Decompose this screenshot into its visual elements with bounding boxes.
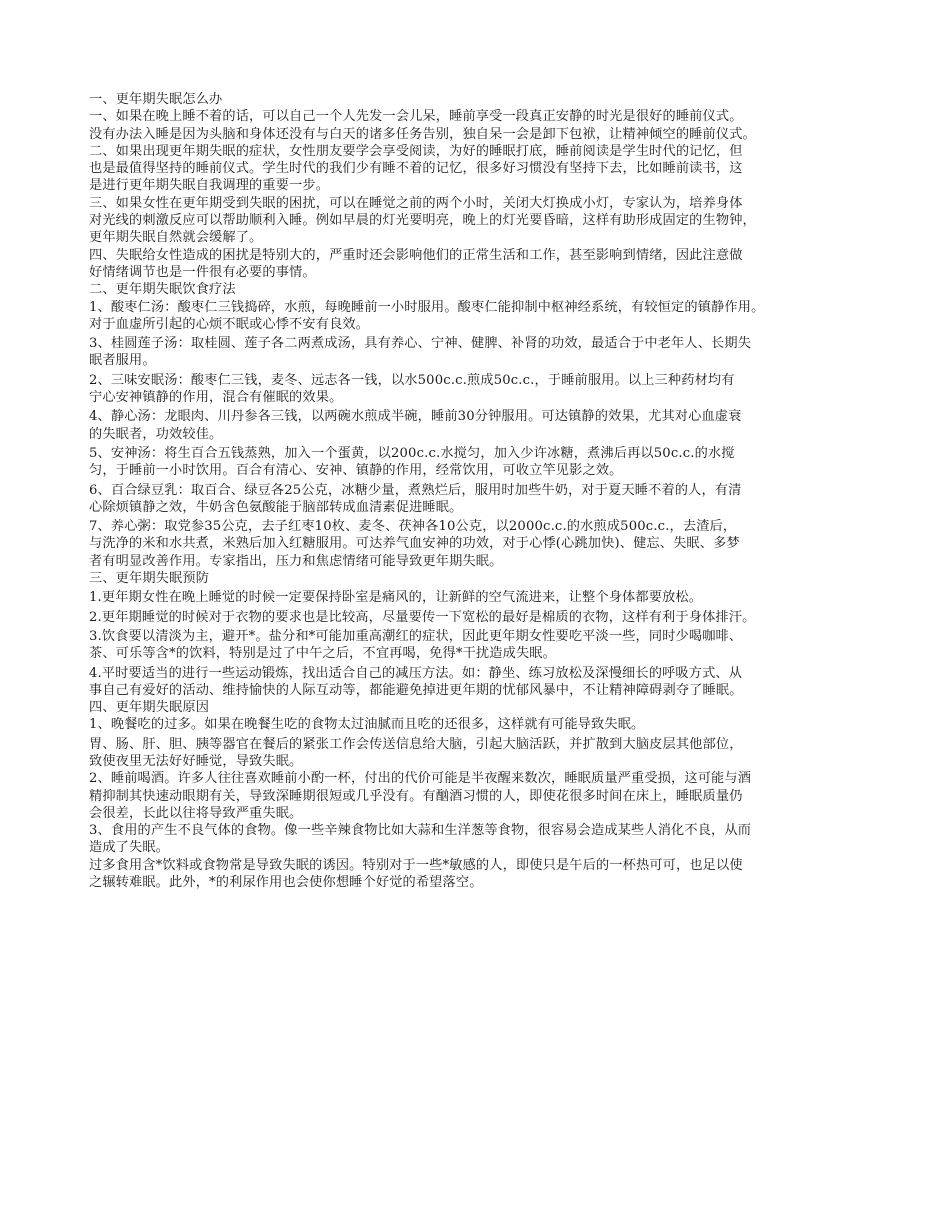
paragraph-line: 3、食用的产生不良气体的食物。像一些辛辣食物比如大蒜和生洋葱等食物，很容易会造成某些人消化不良，从而	[89, 823, 752, 839]
paragraph-line: 对于血虚所引起的心烦不眠或心悸不安有良效。	[89, 316, 370, 332]
paragraph-line: 二、如果出现更年期失眠的症状，女性朋友要学会享受阅读，为好的睡眠打底，睡前阅读是学生时代的记忆，但	[89, 143, 743, 159]
heading-section-3: 三、更年期失眠预防	[89, 571, 210, 587]
paragraph-line: 过多食用含*饮料或食物常是导致失眠的诱因。特别对于一些*敏感的人，即使只是午后的一杯热可可，也足以使	[89, 857, 743, 873]
paragraph-line: 之辗转难眠。此外，*的利尿作用也会使你想睡个好觉的希望落空。	[89, 875, 483, 891]
paragraph-line: 2、三味安眠汤：酸枣仁三钱，麦冬、远志各一钱，以水500c.c.煎成50c.c.，于睡前服用。以上三种药材均有	[89, 372, 735, 388]
paragraph-line: 2、睡前喝酒。许多人往往喜欢睡前小酌一杯，付出的代价可能是半夜醒来数次，睡眠质量严重受损，这可能与酒	[89, 771, 752, 787]
paragraph-line: 6、百合绿豆乳：取百合、绿豆各25公克，冰糖少量，煮熟烂后，服用时加些牛奶，对于夏天睡不着的人，有清	[89, 482, 742, 498]
paragraph-line: 也是最值得坚持的睡前仪式。学生时代的我们少有睡不着的记忆，很多好习惯没有坚持下去，比如睡前读书，这	[89, 161, 743, 177]
paragraph-line: 是进行更年期失眠自我调理的重要一步。	[89, 178, 330, 194]
paragraph-line: 5、安神汤：将生百合五钱蒸熟，加入一个蛋黄，以200c.c.水搅匀，加入少许冰糖，煮沸后再以50c.c.的水搅	[89, 445, 735, 461]
heading-section-4: 四、更年期失眠原因	[89, 700, 210, 716]
paragraph-line: 事自己有爱好的活动、维持愉快的人际互动等，都能避免掉进更年期的忧郁风暴中，不让精神障碍剥夺了睡眠。	[89, 682, 743, 698]
paragraph-line: 3.饮食要以清淡为主，避开*。盐分和*可能加重高潮红的症状，因此更年期女性要吃平淡一些，同时少喝咖啡、	[89, 628, 743, 644]
paragraph-line: 茶、可乐等含*的饮料，特别是过了中午之后，不宜再喝，免得*干扰造成失眠。	[89, 646, 556, 662]
paragraph-line: 1.更年期女性在晚上睡觉的时候一定要保持卧室是痛风的，让新鲜的空气流进来，让整个身体都要放松。	[89, 590, 703, 606]
paragraph-line: 更年期失眠自然就会缓解了。	[89, 230, 263, 246]
document-body	[89, 91, 879, 891]
paragraph-line: 胃、肠、肝、胆、胰等器官在餐后的紧张工作会传送信息给大脑，引起大脑活跃，并扩散到大脑皮层其他部位，	[89, 736, 743, 752]
paragraph-line: 致使夜里无法好好睡觉，导致失眠。	[89, 753, 303, 769]
paragraph-line: 4、静心汤：龙眼肉、川丹参各三钱，以两碗水煎成半碗，睡前30分钟服用。可达镇静的效果，尤其对心血虚衰	[89, 409, 742, 425]
paragraph-line: 1、晚餐吃的过多。如果在晚餐生吃的食物太过油腻而且吃的还很多，这样就有可能导致失眠。	[89, 717, 645, 733]
paragraph-line: 与洗净的米和水共煮，米熟后加入红糖服用。可达养气血安神的功效，对于心悸(心跳加快)、健忘、失眠、多梦	[89, 536, 740, 552]
paragraph-line: 没有办法入睡是因为头脑和身体还没有与白天的诸多任务告别，独自呆一会是卸下包袱，让精神倾空的睡前仪式。	[89, 126, 756, 142]
paragraph-line: 7、养心粥：取党参35公克，去子红枣10枚、麦冬、茯神各10公克，以2000c.c.的水煎成500c.c.，去渣后，	[89, 519, 737, 535]
heading-section-1: 一、更年期失眠怎么办	[89, 92, 223, 107]
paragraph-line: 宁心安神镇静的作用，混合有催眠的效果。	[89, 390, 343, 406]
paragraph-line: 1、酸枣仁汤：酸枣仁三钱捣碎，水煎，每晚睡前一小时服用。酸枣仁能抑制中枢神经系统，有较恒定的镇静作用。	[89, 299, 765, 315]
paragraph-line: 对光线的刺激反应可以帮助顺利入睡。例如早晨的灯光要明亮，晚上的灯光要昏暗，这样有助形成固定的生物钟，	[89, 213, 756, 229]
paragraph-line: 会很差，长此以往将导致严重失眠。	[89, 805, 303, 821]
paragraph-line: 3、桂圆莲子汤：取桂圆、莲子各二两煮成汤，具有养心、宁神、健脾、补肾的功效，最适合于中老年人、长期失	[89, 336, 752, 352]
paragraph-line: 眠者服用。	[89, 353, 156, 369]
paragraph-line: 的失眠者，功效较佳。	[89, 426, 223, 442]
paragraph-line: 一、如果在晚上睡不着的话，可以自己一个人先发一会儿呆，睡前享受一段真正安静的时光是很好的睡前仪式。	[89, 109, 743, 125]
paragraph-line: 造成了失眠。	[89, 840, 170, 856]
paragraph-line: 匀，于睡前一小时饮用。百合有清心、安神、镇静的作用，经常饮用，可收立竿见影之效。	[89, 463, 623, 479]
paragraph-line: 三、如果女性在更年期受到失眠的困扰，可以在睡觉之前的两个小时，关闭大灯换成小灯，专家认为，培养身体	[89, 195, 743, 211]
paragraph-line: 精抑制其快速动眼期有关，导致深睡期很短或几乎没有。有酗酒习惯的人，即使花很多时间在床上，睡眠质量仍	[89, 788, 743, 804]
paragraph-line: 好情绪调节也是一件很有必要的事情。	[89, 264, 316, 280]
paragraph-line: 者有明显改善作用。专家指出，压力和焦虑情绪可能导致更年期失眠。	[89, 553, 503, 569]
paragraph-line: 四、失眠给女性造成的困扰是特别大的，严重时还会影响他们的正常生活和工作，甚至影响到情绪，因此注意做	[89, 247, 743, 263]
paragraph-line: 心除烦镇静之效，牛奶含色氨酸能于脑部转成血清素促进睡眠。	[89, 499, 463, 515]
heading-section-2: 二、更年期失眠饮食疗法	[89, 282, 236, 298]
paragraph-line: 2.更年期睡觉的时候对于衣物的要求也是比较高，尽量要传一下宽松的最好是棉质的衣物，这样有利于身体排汗。	[89, 609, 756, 625]
paragraph-line: 4.平时要适当的进行一些运动锻炼，找出适合自己的减压方法。如：静坐、练习放松及深慢细长的呼吸方式、从	[89, 665, 743, 681]
